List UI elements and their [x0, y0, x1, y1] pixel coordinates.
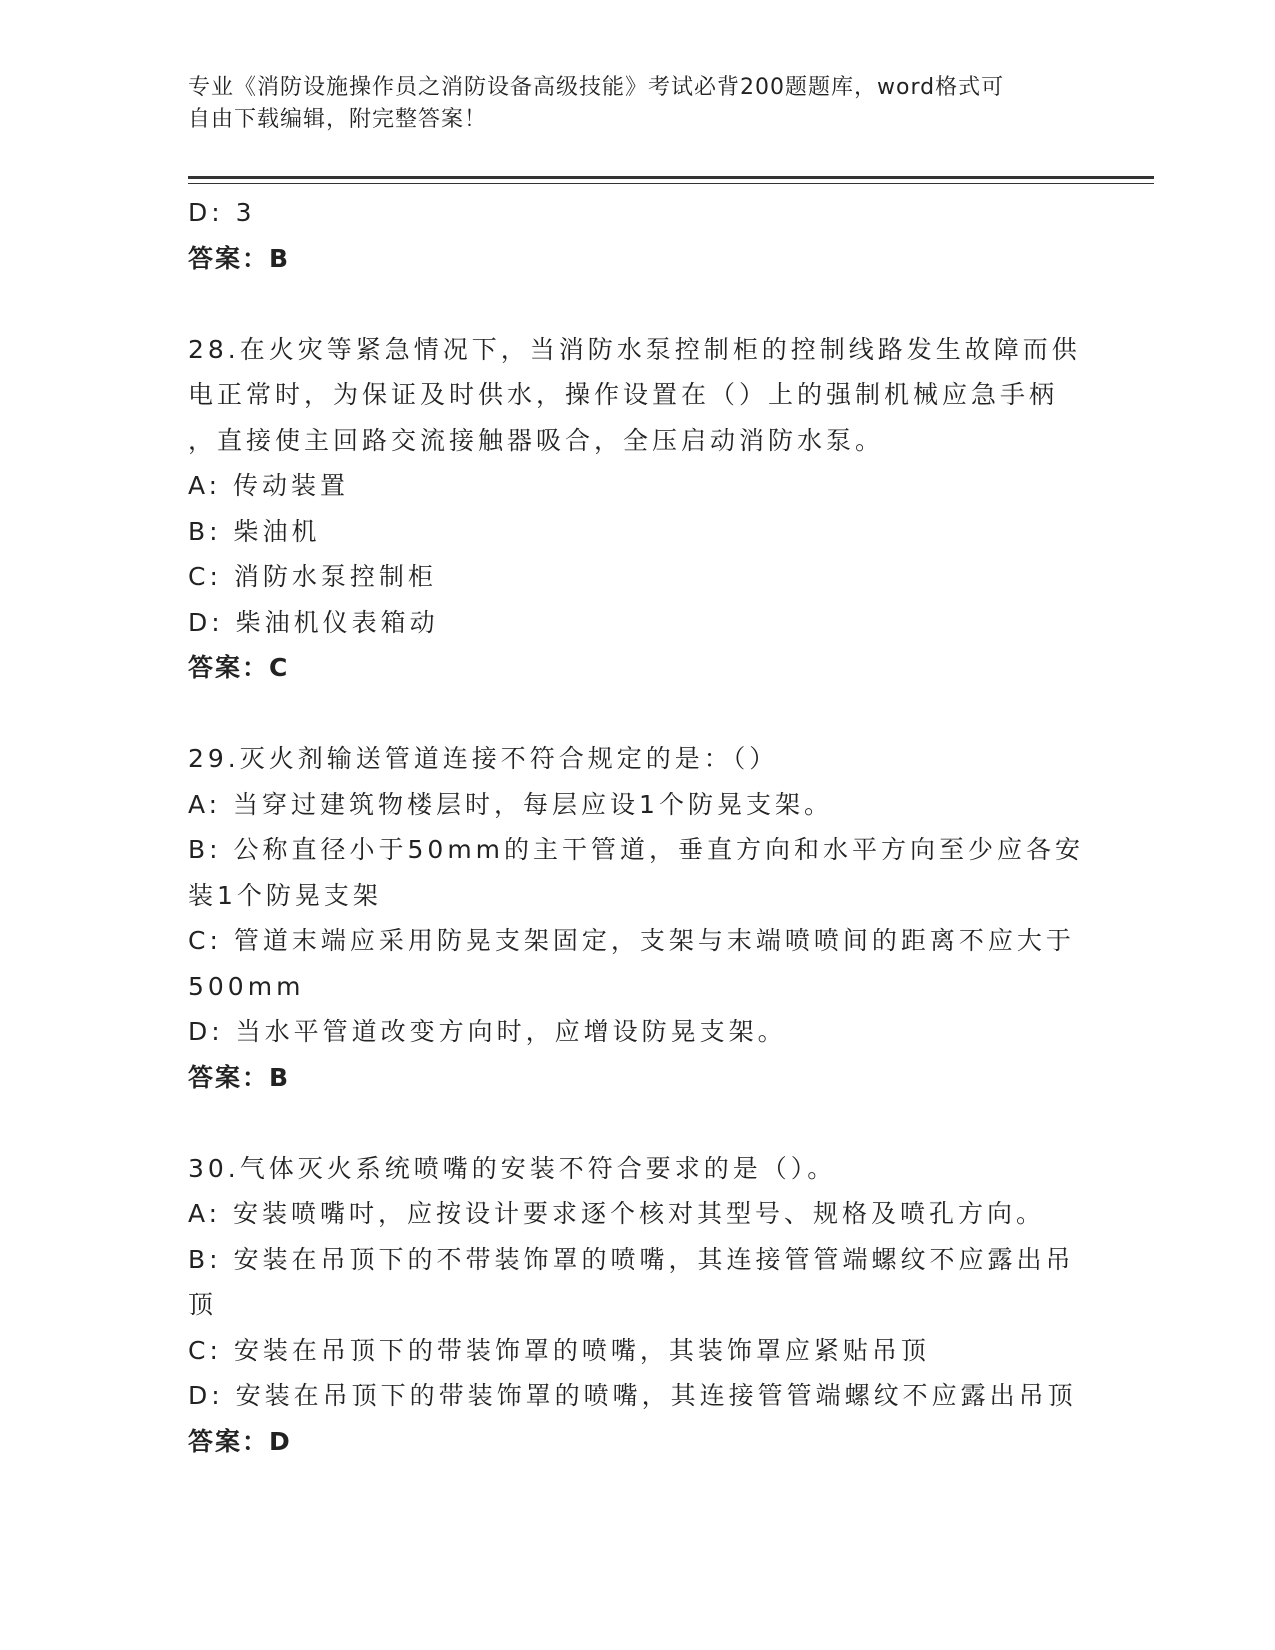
option-c: C: 管道末端应采用防晃支架固定，支架与末端喷喷间的距离不应大于: [188, 926, 1075, 955]
option-a: A: 当穿过建筑物楼层时，每层应设1个防晃支架。: [188, 789, 833, 819]
question-stem-line: ，直接使主回路交流接触器吸合，全压启动消防水泵。: [188, 425, 885, 455]
header-line-1: 专业《消防设施操作员之消防设备高级技能》考试必背200题题库，word格式可: [188, 75, 1005, 100]
answer: 答案：C: [188, 653, 290, 682]
option-a: A: 安装喷嘴吋，应按设计要求逐个核对其型号、规格及喷孔方向。: [188, 1199, 1046, 1228]
answer: 答案：D: [188, 1426, 292, 1456]
question-stem-line: 28.在火灾等紧急情况下，当消防水泵控制柜的控制线路发生故障而供: [188, 334, 1081, 364]
prev-answer: 答案：B: [188, 243, 291, 273]
option-d: D: 安装在吊顶下的带装饰罩的喷嘴，其连接管管端螺纹不应露出吊顶: [188, 1381, 1077, 1410]
option-b-continued: 顶: [188, 1290, 218, 1319]
header-rule-thick: [188, 176, 1154, 179]
option-c: C: 安装在吊顶下的带装饰罩的喷嘴，其装饰罩应紧贴吊顶: [188, 1335, 930, 1365]
option-c-continued: 500mm: [188, 971, 305, 1001]
question-stem-line: 30.气体灭火系统喷嘴的安装不符合要求的是（）。: [188, 1153, 837, 1183]
option-b-continued: 装1个防晃支架: [188, 880, 382, 910]
option-a: A: 传动装置: [188, 471, 350, 500]
option-c: C: 消防水泵控制柜: [188, 562, 437, 591]
spacer: [188, 691, 1088, 737]
option-b: B: 安装在吊顶下的不带装饰罩的喷嘴，其连接管管端螺纹不应露出吊: [188, 1244, 1075, 1274]
option-b: B: 公称直径小于50mm的主干管道，垂直方向和水平方向至少应各安: [188, 835, 1085, 864]
page-header: [188, 72, 1068, 136]
header-line-2: 自由下载编辑，附完整答案！: [188, 107, 488, 132]
question-stem-line: 电正常时，为保证及时供水，操作设置在（）上的强制机械应急手柄: [188, 380, 1059, 409]
question-stem-line: 29.灭火剂输送管道连接不符合规定的是：（）: [188, 744, 779, 773]
spacer: [188, 281, 1088, 327]
document-body: [188, 190, 1088, 1464]
spacer: [188, 1100, 1088, 1146]
question-30: [188, 1146, 1088, 1465]
option-d: D: 当水平管道改变方向时，应增设防晃支架。: [188, 1017, 787, 1046]
question-28: [188, 327, 1088, 691]
header-rule-thin: [188, 183, 1154, 184]
prev-option-d: D: 3: [188, 198, 256, 227]
option-d: D: 柴油机仪表箱动: [188, 607, 439, 637]
option-b: B: 柴油机: [188, 516, 321, 546]
answer: 答案：B: [188, 1062, 291, 1092]
question-29: [188, 736, 1088, 1100]
